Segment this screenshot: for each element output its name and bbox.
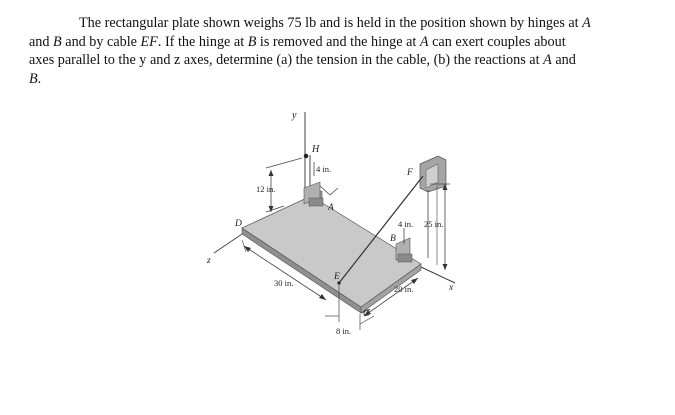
dim-30in-tick [242, 240, 246, 252]
hinge-a-pin [309, 198, 323, 206]
text-run: and by cable [61, 33, 141, 50]
text-run: is removed and the hinge at [256, 33, 420, 50]
z-axis-label: z [207, 256, 211, 266]
variable: A [582, 15, 591, 31]
variable: B [53, 33, 62, 50]
variable: EF [140, 33, 158, 50]
dim-12in-label: 12 in. [256, 184, 276, 194]
variable: A [419, 33, 429, 50]
x-axis-line [421, 267, 455, 283]
variable: B [29, 70, 38, 87]
dim-4in-right-label: 4 in. [398, 219, 414, 229]
point-h-label: H [312, 144, 320, 155]
x-axis-label: x [449, 283, 454, 293]
point-h-marker [304, 154, 309, 159]
text-run: and [29, 33, 54, 50]
variable: B [247, 33, 257, 50]
point-c-label: C [363, 309, 370, 319]
dim-30in-label: 30 in. [274, 278, 294, 288]
point-d-label: D [235, 219, 242, 229]
arrow-head [319, 294, 326, 300]
dim-8in-label: 8 in. [336, 326, 352, 336]
variable: A [543, 52, 552, 69]
dim-arrow-line [330, 188, 338, 195]
point-e-label: E [334, 272, 340, 282]
dim-25in-label: 25 in. [424, 219, 444, 229]
dim-4in-left-label: 4 in. [316, 164, 332, 174]
y-axis-label: y [292, 110, 297, 121]
text-run: can exert couples about [428, 33, 566, 50]
point-a-label: A [328, 203, 334, 213]
text-run: and [551, 52, 576, 69]
point-f-label: F [407, 168, 413, 178]
text-run: axes parallel to the y and z axes, determine (a) the tension in the cable, (b) the reactions at [29, 52, 544, 69]
dim-20in-label: 20 in. [394, 284, 414, 294]
arrow-head [269, 170, 274, 176]
text-run: . [37, 70, 42, 87]
z-axis-line [214, 234, 242, 253]
hinge-b-pin [398, 254, 412, 262]
dim-12in-tick-top [266, 158, 302, 168]
text-run: . If the hinge at [157, 33, 248, 50]
arrow-head [443, 264, 448, 270]
point-b-label: B [390, 234, 396, 244]
text-run: The rectangular plate shown weighs 75 lb and is held in the position shown by hinges at [79, 15, 583, 31]
